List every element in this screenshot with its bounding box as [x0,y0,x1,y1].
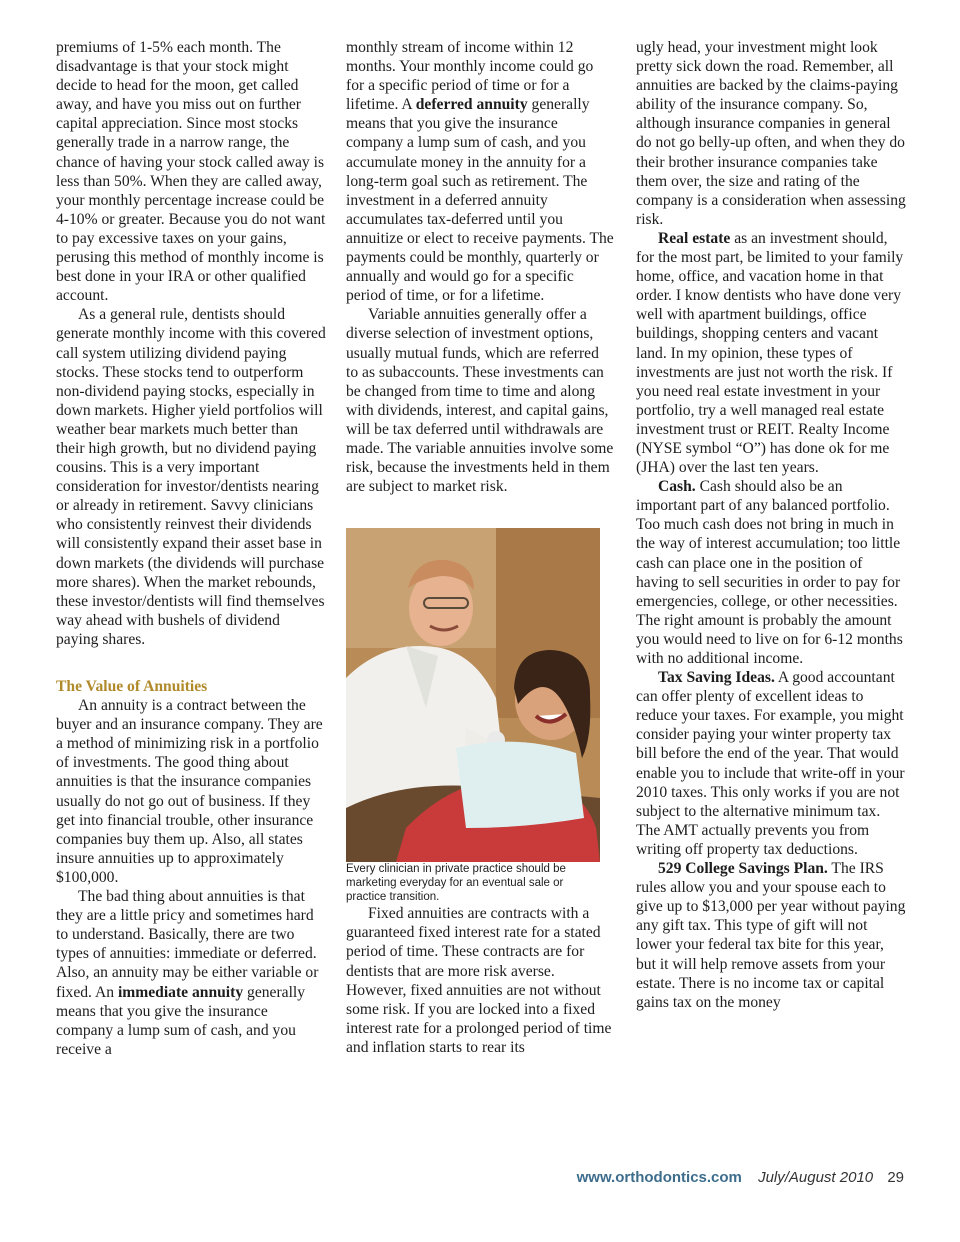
body-paragraph: As a general rule, dentists should generate monthly income with this covered call system utilizing dividend paying stocks. These stocks tend to outperform non-dividend paying stocks, especially in down markets. Higher yield portfolios will weather bear markets much better than their high growth, but no dividend paying cousins. This is a very important consideration for investor/dentists nearing or already in retirement. Savvy clinicians who consistently reinvest their dividends will consistently expand their asset base in down markets (the dividends will purchase more shares). When the market rebounds, these investor/dentists will find themselves way ahead with bushels of dividend paying shares. [56,306,326,648]
bold-term: deferred annuity [415,96,528,114]
photo-caption: Every clinician in private practice should be marketing everyday for an eventual sale or practice transition. [346,863,566,904]
text-run: generally means that you give the insurance company a lump sum of cash, and you receive a [56,983,306,1058]
page-number: 29 [887,1169,904,1186]
section-heading: The Value of Annuities [56,678,208,695]
column-right [636,38,906,1012]
body-paragraph: Variable annuities generally offer a diverse selection of investment options, usually mutual funds, which are referred to as subaccounts. These investments can be changed from time to time and along with dividends, interest, and capital gains, will be tax deferred until withdrawals are made. The variable annuities involve some risk, because the investments held in them are subject to market risk. [346,306,614,496]
issue-date: July/August 2010 [758,1169,874,1186]
text-run: Cash should also be an important part of any balanced portfolio. Too much cash does not bring in much in the way of interest accumulation; too little cash can place one in the position of having to sell securities in order to pay for emergencies, college, or other necessities. The right amount is probably the amount you would need to live on for 6-12 months with no additional income. [636,478,903,667]
page-footer [577,1169,904,1186]
column-left [56,38,326,1059]
body-paragraph: ugly head, your investment might look pretty sick down the road. Remember, all annuities are backed by the claims-paying ability of the insurance company. So, although insurance companies in general do not go belly-up often, and when they do their brother insurance companies take them over, the size and rating of the company is a consideration when assessing risk. [636,39,906,228]
column-middle [346,38,614,1057]
text-run: generally means that you give the insurance company a lump sum of cash, and you accumulate money in the annuity for a long-term goal such as retirement. The investment in a deferred annuity accumulates tax-deferred until you annuitize or elect to receive payments. The payments could be monthly, quarterly or annually and would go for a specific period of time, or for a lifetime. [346,96,614,305]
dentist-photo [346,528,600,862]
text-run: The bad thing about annuities is that they are a little pricy and sometimes hard to understand. Basically, there are two types of annuities: immediate or deferred. Also, an annuity may be either variable or fixed. An [56,888,319,1001]
text-run: A good accountant can offer plenty of excellent ideas to reduce your taxes. For example, you might consider paying your winter property tax bill before the end of the year. That would enable you to include that write-off in your 2010 taxes. This only works if you are not subject to the alternative minimum tax. The AMT actually prevents you from writing off property tax deductions. [636,669,905,858]
text-run: as an investment should, for the most part, be limited to your family home, office, and vacation home in that order. I know dentists who have done very well with apartment buildings, office buildings, shopping centers and vacant land. In my opinion, these types of investments are just not worth the risk. If you need real estate investment in your portfolio, try a well managed real estate investment trust or REIT. Realty Income (NYSE symbol “O”) has done ok for me (JHA) over the last ten years. [636,229,904,477]
body-paragraph [636,229,906,477]
bold-term: 529 College Savings Plan. [658,860,828,878]
bold-term: immediate annuity [117,983,244,1001]
bold-term: Cash. [658,478,696,496]
body-paragraph: premiums of 1-5% each month. The disadvantage is that your stock might decide to head for the moon, get called away, and have you miss out on further capital appreciation. Since most stocks generally trade in a narrow range, the chance of having your stock called away is less than 50%. When they are called away, your monthly percentage increase could be 4-10% or greater. Because you do not want to pay excessive taxes on your gains, perusing this method of monthly income is best done in your IRA or other qualified account. [56,39,326,305]
website-link[interactable]: www.orthodontics.com [576,1169,742,1186]
body-paragraph [636,477,906,668]
body-paragraph [56,887,326,1059]
photo-illustration [346,528,600,862]
body-paragraph [346,38,614,305]
bold-term: Tax Saving Ideas. [658,669,775,687]
text-run: The IRS rules allow you and your spouse each to give up to $13,000 per year without paying any gift tax. This type of gift will not lower your federal tax bite for this year, but it will help remove assets from your estate. There is no income tax or capital gains tax on the money [636,860,906,1011]
body-paragraph: Fixed annuities are contracts with a guaranteed fixed interest rate for a stated period of time. These contracts are for dentists that are more risk averse. However, fixed annuities are not without some risk. If you are locked into a fixed interest rate for a prolonged period of time and inflation starts to rear its [346,905,612,1056]
body-paragraph [636,859,906,1012]
body-paragraph [636,668,906,859]
body-paragraph: An annuity is a contract between the buyer and an insurance company. They are a method of minimizing risk in a portfolio of investments. The good thing about annuities is that the insurance companies usually do not go out of business. If they get into financial trouble, other insurance companies buy them up. Also, all states insure annuities up to approximately $100,000. [56,697,323,886]
text-run: monthly stream of income within 12 months. Your monthly income could go for a specific period of time or for a lifetime. A [346,39,594,114]
bold-term: Real estate [658,229,731,247]
